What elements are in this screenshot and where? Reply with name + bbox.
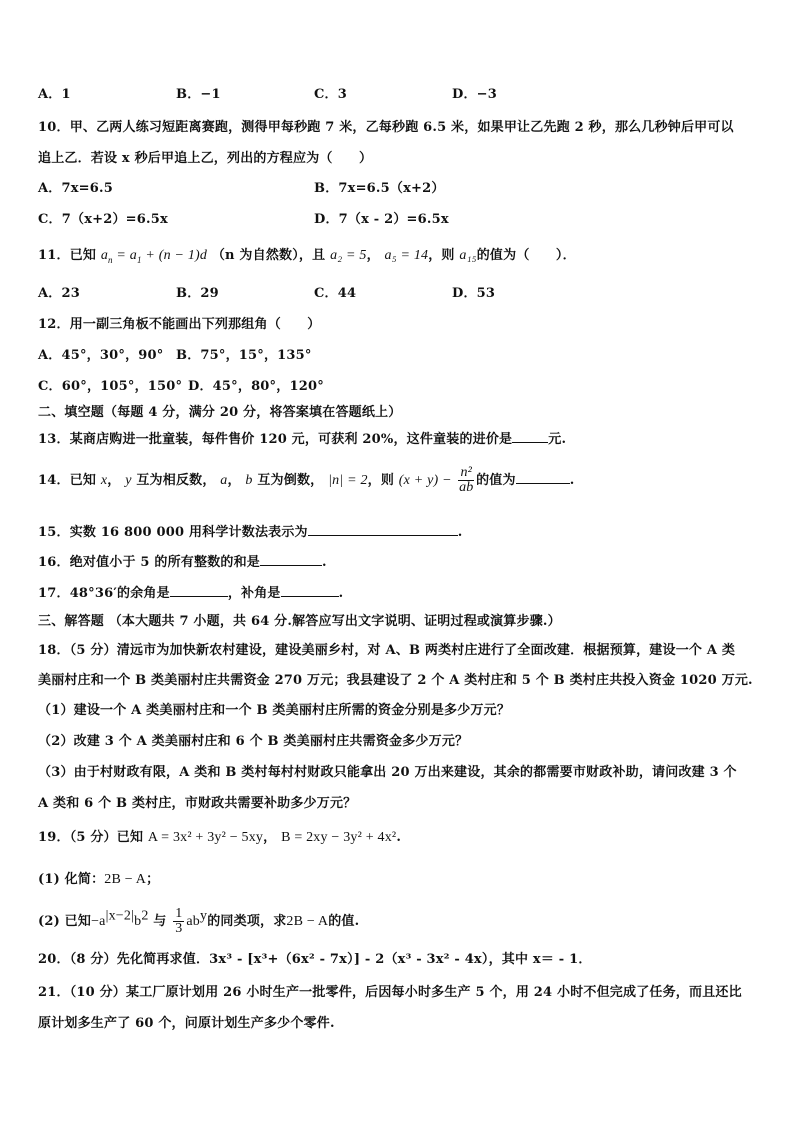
q17-complement-blank[interactable] bbox=[170, 584, 228, 597]
q19-expr-b: B = 2xy − 3y² + 4x² bbox=[281, 830, 397, 845]
q12-option-a: A．45°，30°，90° bbox=[38, 348, 164, 363]
section-answer-title: 三、解答题 （本大题共 7 小题，共 64 分.解答应写出文字说明、证明过程或演算步骤.） bbox=[38, 614, 561, 629]
q21-line2: 原计划多生产了 60 个，问原计划生产多少个零件. bbox=[38, 1016, 335, 1031]
q16-answer-blank[interactable] bbox=[260, 553, 322, 566]
q14-expr: (x + y) − bbox=[398, 473, 452, 488]
q9-option-a: A．1 bbox=[38, 87, 71, 102]
q19-part2: (2) 已知$-a^{|x-2|}b^2$ 与 $\frac{1}{3}$ $ab^y$的同类项，求2B − A的值. bbox=[38, 906, 360, 936]
q14: 14．已知 x， y 互为相反数， a， b 互为倒数， |n| = 2，则 (x + y) − $\frac{\text{n²}}{ab}$ 的值为 . bbox=[38, 465, 575, 495]
q11-note: （n 为自然数），且 bbox=[211, 248, 326, 263]
q9-option-c: C．3 bbox=[314, 87, 347, 102]
q10-option-a: A．7x=6.5 bbox=[38, 181, 113, 196]
q12-option-b: B．75°，15°，135° bbox=[176, 348, 312, 363]
q11-option-a: A．23 bbox=[38, 286, 80, 301]
q19-stem: 19．（5 分）已知 A = 3x² + 3y² − 5xy， B = 2xy − 3y² + 4x². bbox=[38, 830, 402, 845]
q19-expr-a: A = 3x² + 3y² − 5xy bbox=[147, 830, 264, 845]
q10-stem-line2: 追上乙．若设 x 秒后甲追上乙，列出的方程应为（ ） bbox=[38, 151, 373, 166]
q11-cond2: a₅ = 14 bbox=[384, 248, 429, 263]
q19-fraction: $\frac{1}{3}$ bbox=[175, 906, 183, 936]
q18-line2: 美丽村庄和一个 B 类美丽村庄共需资金 270 万元；我县建设了 2 个 A 类村庄和 5 个 B 类村庄共投入资金 1020 万元. bbox=[38, 673, 753, 688]
q21-line1: 21．（10 分）某工厂原计划用 26 小时生产一批零件，后因每小时多生产 5 个，用 24 小时不但完成了任务，而且还比 bbox=[38, 985, 742, 1000]
q11-option-d: D．53 bbox=[452, 286, 496, 301]
q18-part2: （2）改建 3 个 A 类美丽村庄和 6 个 B 类美丽村庄共需资金多少万元？ bbox=[38, 734, 469, 749]
q18-line1: 18．（5 分）清远市为加快新农村建设，建设美丽乡村，对 A、B 两类村庄进行了全面改建．根据预算，建设一个 A 类 bbox=[38, 643, 736, 658]
q11-option-c: C．44 bbox=[314, 286, 357, 301]
q13-answer-blank[interactable] bbox=[512, 430, 548, 443]
q14-abs: |n| = 2 bbox=[328, 473, 368, 488]
q16: 16．绝对值小于 5 的所有整数的和是 . bbox=[38, 555, 327, 570]
q10-stem-line1: 10．甲、乙两人练习短距离赛跑，测得甲每秒跑 7 米，乙每秒跑 6.5 米，如果甲让乙先跑 2 秒，那么几秒钟后甲可以 bbox=[38, 120, 734, 135]
q17: 17．48°36′的余角是 ，补角是 . bbox=[38, 586, 344, 601]
q11-prefix: 11．已知 bbox=[38, 248, 97, 263]
q18-part3-line2: A 类和 6 个 B 类村庄，市财政共需要补助多少万元？ bbox=[38, 796, 357, 811]
q10-option-b: B．7x=6.5（x+2） bbox=[314, 181, 445, 196]
q10-option-d: D．7（x - 2）=6.5x bbox=[314, 212, 449, 227]
q11-stem: 11．已知 $a_n = a_1 + (n - 1)d$ （n 为自然数），且 a₂ = 5， a₅ = 14，则 a₁₅的值为（ ）． bbox=[38, 248, 576, 265]
q11-formula: $a_n = a_1 + (n - 1)d$ bbox=[100, 248, 208, 265]
q9-option-d: D．−3 bbox=[452, 87, 498, 102]
q10-option-c: C．7（x+2）=6.5x bbox=[38, 212, 168, 227]
q11-target: a₁₅ bbox=[459, 248, 477, 263]
q15-answer-blank[interactable] bbox=[308, 523, 458, 536]
q12-option-c: C．60°，105°，150° bbox=[38, 379, 183, 394]
q11-option-b: B．29 bbox=[176, 286, 219, 301]
q18-part1: （1）建设一个 A 类美丽村庄和一个 B 类美丽村庄所需的资金分别是多少万元？ bbox=[38, 703, 511, 718]
q15: 15．实数 16 800 000 用科学计数法表示为 . bbox=[38, 525, 463, 540]
q9-option-b: B．−1 bbox=[176, 87, 221, 102]
q18-part3-line1: （3）由于村财政有限，A 类和 B 类村每村村财政只能拿出 20 万出来建设，其余的都需要市财政补助，请问改建 3 个 bbox=[38, 765, 737, 780]
q11-cond1: a₂ = 5 bbox=[330, 248, 367, 263]
q12-stem: 12．用一副三角板不能画出下列那组角（ ） bbox=[38, 317, 321, 332]
q13: 13．某商店购进一批童装，每件售价 120 元，可获利 20%，这件童装的进价是 元. bbox=[38, 432, 567, 447]
q14-fraction: $\frac{\text{n²}}{ab}$ bbox=[459, 465, 474, 495]
section-fill-in-title: 二、填空题（每题 4 分，满分 20 分，将答案填在答题纸上） bbox=[38, 405, 402, 420]
q19-part1: (1) 化简：2B − A； bbox=[38, 872, 160, 887]
q20: 20．（8 分）先化简再求值．3x³ - [x³+（6x² - 7x）] - 2（x³ - 3x² - 4x），其中 x＝ - 1． bbox=[38, 952, 592, 967]
q17-supplement-blank[interactable] bbox=[281, 584, 339, 597]
q14-answer-blank[interactable] bbox=[516, 471, 570, 484]
q12-option-d: D．45°，80°，120° bbox=[188, 379, 324, 394]
